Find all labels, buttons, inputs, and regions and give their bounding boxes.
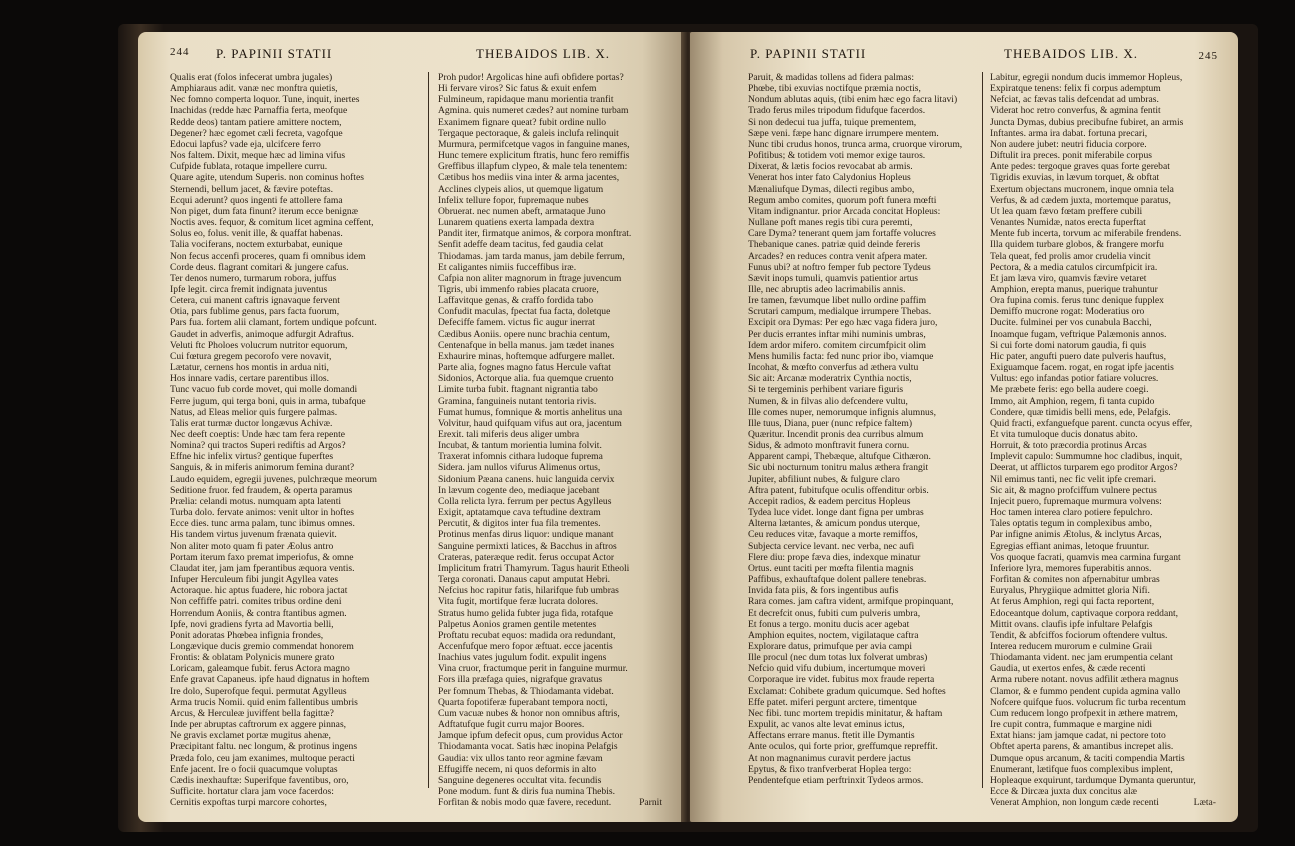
verse-line: Demiffo mucrone rogat: Moderatius oro: [990, 306, 1145, 318]
verse-line: Non aliter moto quam fi pater Æolus antro: [170, 540, 334, 552]
verse-line: Vitam indignantur. prior Arcada concitat Hopleus:: [748, 205, 941, 217]
verse-line: Inachius vates jugulum fodit. expulit ingens: [438, 652, 607, 664]
verse-line: Ne gravis exclamet portæ mugitus ahenæ,: [170, 730, 331, 742]
verse-line: Tydea luce videt. longe dant figna per umbras: [748, 507, 924, 519]
verse-line: Cædibus Aoniis. opere nunc brachia centum,: [438, 328, 610, 340]
verse-line: Inoamque fugam, veftrique Palæmonis annos.: [990, 328, 1167, 340]
verse-line: Paruit, & madidas tollens ad fidera palmas:: [748, 72, 914, 83]
verse-line: Vita fugit, mortifque feræ lucrata dolores.: [438, 596, 599, 608]
verse-line: Non ceffiffe patri. comites tribus ordine deni: [170, 596, 342, 608]
verse-line: Pandit iter, firmatque animos, & corpora monftrat.: [438, 228, 632, 240]
left-page: [138, 32, 686, 822]
verse-line: Obftet aperta parens, & amantibus increpet alis.: [990, 741, 1174, 753]
verse-line: Nec deeft coeptis: Unde hæc tam fera repente: [170, 429, 346, 440]
verse-line: Sic ait: Arcanæ moderatrix Cynthia noctis,: [748, 373, 912, 385]
right-page: [690, 32, 1238, 822]
verse-line: Effe patet. miferi pergunt arctere, timentque: [748, 696, 917, 708]
verse-line: Turba dolo. fervate animos: venit ultor in hoftes: [170, 507, 355, 519]
verse-line: Aftra patent, fubitufque oculis offenditur orbis.: [748, 484, 929, 496]
verse-line: Excipit ora Dymas: Per ego hæc vaga fidera juro,: [748, 317, 938, 329]
verse-line: Mente fub incerta, torvum ac miferabile frendens.: [990, 228, 1182, 240]
verse-line: Ire dolo, Superofque fequi. permutat Agylleus: [170, 685, 347, 697]
verse-line: Funus ubi? at noftro femper fub pectore Tydeus: [748, 261, 931, 273]
verse-line: Ferre jugum, qui terga boni, quis in arma, tubafque: [170, 395, 366, 407]
running-head-author: P. PAPINII STATII: [216, 46, 333, 61]
verse-line: Erexit. tali miferis deus aliger umbra: [438, 429, 580, 440]
verse-line: Sic ait, & magno profciffum vulnere pectus: [990, 484, 1157, 496]
verse-line: Effugiffe necem, ni quos deformis in alto: [438, 763, 597, 775]
verse-line: Prælia: celandi motus. numquam apta latenti: [170, 495, 342, 507]
verse-line: Venerat Amphion, non longum cæde recenti: [990, 797, 1159, 809]
verse-line: Immo, ait Amphion, regem, fi tanta cupido: [990, 395, 1155, 407]
verse-line: Ire tamen, fævumque libet nullo ordine paffim: [748, 295, 927, 307]
verse-line: Pofitibus; & totidem voti memor exige tauros.: [748, 150, 926, 162]
verse-line: Thiodamanta vident. nec jam erumpentia celant: [990, 652, 1173, 664]
verse-line: Colla relicta lyra. ferrum per pectus Agylleus: [438, 495, 612, 507]
verse-line: Acclines clypeis alios, ut quemque ligatum: [438, 183, 604, 195]
verse-line: Seditione fruor. fed fraudem, & operta paramus: [170, 484, 353, 496]
verse-line: Stratus humo gelida fubter juga fida, rotafque: [438, 607, 614, 619]
open-book: [118, 24, 1258, 832]
verse-line: Noctis aves. fequor, & comitum licet agmina ceffent,: [170, 217, 374, 229]
verse-line: Vultus: ego infandas potior fatiare volucres.: [990, 373, 1159, 385]
verse-line: Effne hic infelix virtus? gentique fuperftes: [170, 451, 334, 463]
verse-line: Verfus, & ad cædem juxta, mortemque paratus,: [990, 194, 1171, 206]
verse-line: Pendentefque etiam perftrinxit Tydeos armos.: [748, 774, 924, 786]
verse-line: Venantes Numidæ, natos erecta fuperftat: [990, 217, 1146, 229]
verse-line: Natus, ad Eleas melior quis furgere palmas.: [170, 406, 338, 418]
verse-line: Juncta Dymas, dubius precibufne fubiret, an armis: [990, 116, 1184, 128]
verse-line: Gramina, fanguineis nutant tentoria rivis.: [438, 395, 597, 407]
verse-line: Hoc tamen interea claro potiere fepulchro.: [990, 507, 1153, 519]
verse-line: Senfit adeffe deam tacitus, fed gaudia celat: [438, 239, 604, 251]
verse-line: Injecit puero, fupremaque murmura volvens:: [990, 495, 1162, 507]
verse-line: Si non dedecui tua juffa, tuique prementem,: [748, 116, 917, 128]
verse-line: Ecce dies. tunc arma palam, tunc ibimus omnes.: [170, 518, 355, 530]
verse-line: Ceu reduces vitæ, favaque a morte remiffos,: [748, 529, 918, 541]
verse-line: Sic ubi nocturnum tonitru malus æthera frangit: [748, 462, 929, 474]
verse-line: Quæritur. Incendit pronis dea curribus almum: [748, 429, 924, 440]
verse-line: Amphiaraus adit. vanæ nec monftra quietis,: [170, 83, 338, 95]
verse-line: Thiodamanta vocat. Satis hæc inopina Pelafgis: [438, 741, 618, 753]
verse-line: Ecce & Dircæa juxta dux concitus alæ: [990, 786, 1138, 797]
verse-line: Portam iterum faxo premat imperiofus, & omne: [170, 551, 354, 563]
verse-line: Condere, quæ timidis belli mens, ede, Pelafgis.: [990, 406, 1171, 418]
verse-line: Quare agite, utendum Superis. non cominus hoftes: [170, 172, 364, 184]
verse-line: Hos innare vadis, certare parentibus illos.: [170, 373, 330, 385]
verse-line: Exhaurire minas, hoftemque adfurgere mallet.: [438, 350, 615, 362]
verse-line: Si te tergeminis perhibent variare figuris: [748, 384, 904, 396]
verse-line: Exiguamque facem. rogat, en rogat ipfe jacentis: [990, 362, 1174, 374]
verse-line: Ter denos numero, turmarum robora, juffus: [170, 272, 337, 284]
verse-line: Trado ferus miles tripodum fidufque facerdos.: [748, 105, 926, 117]
verse-line: Percutit, & digitos inter fua fila trementes.: [438, 518, 601, 530]
verse-line: Tales optatis tegum in complexibus ambo,: [990, 518, 1152, 530]
verse-line: Nec fomno comperta loquor. Tune, inquit, inertes: [170, 94, 360, 106]
verse-line: Ille, nec abruptis adeo lacrimabilis annis.: [748, 283, 906, 295]
verse-line: Parte alia, fognes magno fatus Hercule vaftat: [438, 362, 611, 374]
verse-line: Arcades? en reduces contra venit afpera mater.: [748, 250, 928, 262]
verse-line: Forfitan & nobis modo quæ favere, recedunt.: [438, 797, 612, 809]
verse-line: Incohat, & mœfto converfus ad æthera vultu: [748, 362, 919, 374]
verse-line: Ante pedes: tergoque graves quas forte gerebat: [990, 161, 1170, 173]
verse-line: Limite turba fubit. ftagnant nigrantia tabo: [438, 384, 598, 396]
verse-line: Ante oculos, qui forte prior, greffumque repreffit.: [748, 741, 938, 753]
verse-line: Exigit, aptatamque cava teftudine dextram: [438, 507, 601, 519]
text-column-right: [990, 72, 1232, 808]
verse-line: Laudo equidem, egregii juvenes, pulchræque meorum: [170, 473, 378, 485]
verse-line: Fors illa præfaga quies, nigrafque gravatus: [438, 674, 603, 686]
verse-line: Greffibus illapfum clypeo, & male tela tenentem:: [438, 161, 628, 173]
running-head-title: THEBAIDOS LIB. X.: [476, 46, 610, 61]
verse-line: Vina cruor, fractumque perit in fanguine murmur.: [438, 663, 628, 675]
verse-line: Adftatufque fugit curru major Boores.: [438, 719, 585, 731]
verse-line: Nefcio quid vifu dubium, incertumque moveri: [748, 663, 926, 675]
left-page-header: [138, 46, 686, 68]
verse-line: Lunarem quatiens exerta lampada dextra: [438, 217, 595, 229]
verse-line: Invida fata piis, & fors ingentibus aufis: [748, 585, 899, 597]
verse-line: Actoraque. hic aptus fuadere, hic robora jactat: [170, 585, 348, 597]
verse-line: Mænaliufque Dymas, dilecti regibus ambo,: [748, 183, 915, 195]
verse-line: Ipfe, novi gradiens fyrta ad Mavortia belli,: [170, 618, 334, 630]
verse-line: Amphion equites, noctem, vigilataque caftra: [748, 629, 919, 641]
verse-line: Cætibus hos mediis vina inter & arma jacentes,: [438, 172, 620, 184]
verse-line: Ille procul (nec dum totas lux folverat umbras): [748, 652, 928, 664]
verse-line: Jamque ipfum defecit opus, cum providus Actor: [438, 730, 623, 742]
verse-line: Qualis erat (folos infecerat umbra jugales): [170, 72, 333, 83]
verse-line: Flere diu: prope fæva dies, indexque minatur: [748, 551, 921, 563]
verse-line: Quarta fopotiferæ fuperabant tempora nocti,: [438, 696, 608, 708]
verse-line: Nomina? qui tractos Superi rediftis ad Argos?: [170, 440, 346, 452]
verse-line: Cernitis expoftas turpi marcore cohortes,: [170, 797, 327, 809]
verse-line: Solus eo, folus. venit ille, & quaffat habenas.: [170, 228, 343, 240]
running-head-author: P. PAPINII STATII: [750, 46, 867, 61]
verse-line: Venerat hos inter fato Calydonius Hopleus: [748, 172, 911, 184]
verse-line: Diftulit ira preces. ponit miferabile corpus: [990, 150, 1152, 162]
verse-line: Nefcius hoc rapitur fatis, hilarifque fub umbras: [438, 585, 619, 597]
verse-line: Laffavitque genas, & craffo fordida tabo: [438, 295, 594, 307]
verse-line: Tendit, & abfciffos fociorum oftendere vultus.: [990, 629, 1168, 641]
verse-line: Infelix tellure fopor, fupremaque nubes: [438, 194, 589, 206]
verse-line: Pone modum. funt & diris fua numina Thebis.: [438, 786, 616, 797]
verse-line: Ut lea quam fævo fœtam preffere cubili: [990, 205, 1143, 217]
verse-line: Et vita tumuloque ducis donatus abito.: [990, 429, 1138, 440]
verse-line: Cufpide fublata, rotaque impellere curru.: [170, 161, 328, 173]
verse-line: Sidera. jam nullos vifurus Alimenus ortus,: [438, 462, 601, 474]
verse-line: Non fecus accenfi proceres, quam fi omnibus idem: [170, 250, 366, 262]
verse-line: Arma trucis Nomii. quid enim fallentibus umbris: [170, 696, 358, 708]
verse-line: Labitur, egregii nondum ducis immemor Hopleus,: [990, 72, 1183, 83]
verse-line: Murmura, permifcetque vagos in fanguine manes,: [438, 138, 630, 150]
verse-line: Accepit radios, & eadem percitus Hopleus: [748, 495, 911, 507]
verse-line: Præda folo, ceu jam exanimes, multoque peracti: [170, 752, 355, 764]
verse-line: Inachidas (redde hæc Parnaffia ferta, meofque: [170, 105, 348, 117]
verse-line: Et fonus a tergo. monitu ducis acer agebat: [748, 618, 910, 630]
verse-line: Nunc tibi crudus honos, trunca arma, cruorque virorum,: [748, 138, 963, 150]
verse-line: Protinus menfas dirus liquor: undique manant: [438, 529, 614, 541]
verse-line: Illa quidem turbare globos, & frangere morfu: [990, 239, 1164, 251]
text-column-left: [170, 72, 412, 808]
verse-line: Sævit inops tumuli, quamvis patientior artus: [748, 272, 919, 284]
verse-line: Apparent campi, Thebæque, altufque Cithæron.: [748, 451, 931, 463]
verse-line: Centenafque in bella manus. jam tædet inanes: [438, 339, 615, 351]
verse-line: Sanguine permixti latices, & Bacchus in aftros: [438, 540, 617, 552]
verse-line: Numen, & in filvas alio defcendere vultu,: [748, 395, 908, 407]
verse-line: Sidus, & admoto monftravit funera cornu.: [748, 440, 910, 452]
verse-line: Ille comes nuper, nemorumque infignis alumnus,: [748, 406, 936, 418]
verse-line: Phœbe, tibi exuvias noctifque præmia noctis,: [748, 83, 921, 95]
verse-line: Ducite. fulminei per vos cunabula Bacchi,: [990, 317, 1152, 329]
verse-line: Cædis inexhauftæ: Superifque faventibus, oro,: [170, 774, 349, 786]
text-column-right: [438, 72, 680, 808]
verse-line: Subjecta cervice levant. nec verba, nec aufi: [748, 540, 915, 552]
verse-line: Nullane poft manes regis tibi cura peremti,: [748, 217, 913, 229]
verse-line: Epytus, & fixo tranfverberat Hoplea tergo:: [748, 763, 912, 775]
verse-line: Proftatu recubat equos: madida ora redundant,: [438, 629, 616, 641]
verse-line: Confudit maculas, fpectat fua facta, doletque: [438, 306, 611, 318]
verse-line: Inde per abruptas caftrorum ex aggere pinnas,: [170, 719, 347, 731]
verse-line: Dixerat, & lætis focios revocabat ab armis.: [748, 161, 913, 173]
verse-line: Forfitan & comites non afpernabitur umbras: [990, 574, 1160, 586]
verse-line: At ferus Amphion, regi qui facta reportent,: [990, 596, 1155, 608]
verse-line: Arcus, & Herculeæ juviffent bella fagittæ?: [170, 707, 334, 719]
verse-line: Ortus. eunt taciti per mœfta filentia magnis: [748, 562, 914, 574]
verse-line: Cafpia non aliter magnorum in ftrage juvencum: [438, 272, 622, 284]
verse-line: Rara comes. jam caftra vident, armifque propinquant,: [748, 596, 954, 608]
verse-line: Mens humilis facta: fed nunc prior ibo, viamque: [748, 350, 934, 362]
verse-line: Nefciat, ac fævas talis defcendat ad umbras.: [990, 94, 1159, 106]
page-number: 244: [170, 46, 190, 58]
verse-line: Gaudet in adverfis, animoque adfurgit Adraftus.: [170, 328, 354, 340]
verse-line: Degener? hæc egomet cæli fecreta, vagofque: [170, 127, 343, 139]
verse-line: Præcipitant faltu. nec longum, & protinus ingens: [170, 741, 358, 753]
verse-line: In lævum cogente deo, mediaque jacebant: [438, 484, 600, 496]
verse-line: Ipfe legit. circa fremit indignata juventus: [170, 283, 328, 295]
verse-line: Si cui forte domi natorum gaudia, fi quis: [990, 339, 1147, 351]
verse-line: Veluti ftc Pholoes volucrum nutritor equorum,: [170, 339, 348, 351]
verse-line: Agmina. quis numeret cædes? aut nomine turbam: [438, 105, 629, 117]
page-number: 245: [1198, 50, 1218, 62]
verse-line: Nos faltem. Dixit, meque hæc ad limina vifus: [170, 150, 346, 162]
verse-line: His tandem virtus juvenum frænata quievit.: [170, 529, 337, 541]
column-divider: [428, 72, 429, 788]
verse-line: Jupiter, abfiliunt nubes, & fulgure claro: [748, 473, 900, 485]
verse-line: Nofcere quifque fuos. volucrum fic turba recentum: [990, 696, 1186, 708]
verse-line: Et caligantes nimiis fucceffibus iræ.: [438, 261, 577, 273]
verse-line: Hopleaque exquirunt, tardumque Dymanta queruntur,: [990, 774, 1196, 786]
verse-line: Me præbete feris: ego bella audere coegi.: [990, 384, 1149, 396]
verse-line: Ire cupit contra, fummaque e margine nidi: [990, 719, 1153, 731]
verse-line: Ecqui aderunt? quos ingenti fe attollere fama: [170, 194, 343, 206]
verse-line: Obruerat. nec numen abeft, armataque Juno: [438, 205, 606, 217]
verse-line: Sufficite. hortatur clara jam voce facerdos:: [170, 786, 334, 797]
verse-line: Per fomnum Thebas, & Thiodamanta videbat.: [438, 685, 614, 697]
column-divider: [982, 72, 983, 788]
verse-line: Et jam læva viro, quamvis fævire vetaret: [990, 272, 1147, 284]
text-column-left: [748, 72, 990, 786]
verse-line: Tigris, ubi immenfo rabies placata cruore,: [438, 283, 599, 295]
verse-line: Mittit ovans. claufis ipfe infultare Pelafgis: [990, 618, 1153, 630]
verse-line: Deerat, ut afflictos turparem ego proditor Argos?: [990, 462, 1178, 474]
verse-line: Palpetus Aonios gramen gentile metentes: [438, 618, 597, 630]
verse-line: Corde deus. flagrant comitari & jungere cafus.: [170, 261, 349, 273]
verse-line: Cum reducem longo profpexit in æthere matrem,: [990, 707, 1178, 719]
verse-line: Gaudia: vix ullos tanto reor agmine fævam: [438, 752, 603, 764]
verse-line: Proh pudor! Argolicas hine aufi obfidere portas?: [438, 72, 624, 83]
verse-line: Edocui lapfus? vade eja, ulcifcere ferro: [170, 138, 321, 150]
verse-line: Longævique ducis gremio commendat honorem: [170, 640, 354, 652]
verse-line: Nil emimus tanti, nec fic velit ipfe cremari.: [990, 473, 1156, 485]
verse-line: Inferiore lyra, memores fuperabitis annos.: [990, 562, 1152, 574]
verse-line: Extat hians: jam jamque cadat, ni pectore toto: [990, 730, 1166, 742]
verse-line: Infuper Herculeum fibi jungit Agyllea vates: [170, 574, 339, 586]
verse-line: At non magnanimus curavit perdere jactus: [748, 752, 911, 764]
verse-line: Sanguine degeneres occultat vita. fecundis: [438, 774, 602, 786]
verse-line: Explorare datus, primufque per avia campi: [748, 640, 913, 652]
verse-line: Claudat iter, jam jam fperantibus æquora ventis.: [170, 562, 355, 574]
verse-line: Pars fua. fortem alii clamant, fortem undique pofcunt.: [170, 317, 377, 329]
verse-line: Lætatur, cernens hos montis in ardua niti,: [170, 362, 329, 374]
verse-line: Fumat humus, fomnique & mortis anhelitus una: [438, 406, 623, 418]
verse-line: Nec fibi. tunc mortem trepidis minitatur, & haftam: [748, 707, 943, 719]
catchword: Parnit: [639, 797, 662, 808]
verse-line: Euryalus, Phrygiique admittet gloria Nifi.: [990, 585, 1150, 597]
verse-line: Sidonium Pæana canens. huic languida cervix: [438, 473, 615, 485]
verse-line: Care Dyma? tenerant quem jam fortaffe volucres: [748, 228, 936, 240]
verse-line: Non piget, dum fata finunt? iterum ecce benignæ: [170, 205, 359, 217]
verse-line: Viderat hoc retro converfus, & agmina fentit: [990, 105, 1161, 117]
verse-line: Exanimem fignare queat? fubit ordine nullo: [438, 116, 607, 128]
verse-line: Volvitur, haud quifquam vifus aut ora, jacentum: [438, 417, 622, 429]
verse-line: Tergaque pectoraque, & galeis inclufa relinquit: [438, 127, 619, 139]
verse-line: Exclamat: Cohibete gradum quicumque. Sed hoftes: [748, 685, 946, 697]
verse-line: Fulmineum, rapidaque manu morientia tranfit: [438, 94, 614, 106]
verse-line: Incubat, & tantum morientia lumina folvit.: [438, 440, 602, 452]
verse-line: Affectans errare manus. ftetit ille Dymantis: [748, 730, 915, 742]
verse-line: Pectora, & a media catulos circumfpicit ira.: [990, 261, 1158, 273]
verse-line: Nondum ablutas aquis, (tibi enim hæc ego facra litavi): [748, 94, 958, 106]
verse-line: Hi fervare viros? Sic fatus & exuit enfem: [438, 83, 597, 95]
verse-line: Loricam, galeamque fubit. ferus Actora magno: [170, 663, 350, 675]
verse-line: Vos quoque facrati, quamvis mea carmina furgant: [990, 551, 1181, 563]
verse-line: Crateras, pateræque redit. ferus occupat Actor: [438, 551, 615, 563]
verse-line: Dumque opus arcanum, & taciti compendia Martis: [990, 752, 1185, 764]
verse-line: Non audere jubet: neutri fiducia corpore.: [990, 138, 1147, 150]
verse-line: Horruit, & toto præcordia protinus Arcas: [990, 440, 1147, 452]
verse-line: Sæpe veni. fæpe hanc dignare irrumpere mentem.: [748, 127, 939, 139]
verse-line: Talis erat turmæ ductor longævus Achivæ.: [170, 417, 333, 429]
verse-line: Frontis: & oblatam Polynicis munere grato: [170, 652, 335, 664]
running-head-title: THEBAIDOS LIB. X.: [1004, 46, 1138, 61]
verse-line: Clamor, & e fummo pendent cupida agmina vallo: [990, 685, 1181, 697]
verse-line: Talia vociferans, noctem exturbabat, eunique: [170, 239, 343, 251]
verse-line: Edoceantque dolum, captivaque corpora reddant,: [990, 607, 1179, 619]
verse-line: Hunc temere explicitum ftratis, hunc fero remiffis: [438, 150, 630, 162]
verse-line: Alterna lætantes, & amicum pondus uterque,: [748, 518, 920, 530]
verse-line: Sternendi, bellum jacet, & fævire poteftas.: [170, 183, 334, 195]
verse-line: Ponit adoratas Phœbea infignia frondes,: [170, 629, 324, 641]
verse-line: Implicitum fratri Thamyrum. Tagus haurit Etheoli: [438, 562, 630, 574]
verse-line: Expiratque tenens: felix fi corpus ademptum: [990, 83, 1161, 95]
verse-line: Tigridis exuvias, in lævum torquet, & obftat: [990, 172, 1160, 184]
verse-line: Corporaque ire videt. fubitus mox fraude reperta: [748, 674, 935, 686]
verse-line: Tela queat, fed prolis amor crudelia vincit: [990, 250, 1151, 262]
verse-line: Cum vacuæ nubes & honor non omnibus aftris,: [438, 707, 620, 719]
verse-line: Inftantes. arma ira dabat. fortuna precari,: [990, 127, 1148, 139]
verse-line: Accenfufque mero fopor æftuat. ecce jacentis: [438, 640, 613, 652]
verse-line: Traxerat infomnis cithara ludoque fuprema: [438, 451, 603, 463]
verse-line: Par infigne animis Ætolus, & inclytus Arcas,: [990, 529, 1162, 541]
verse-line: Enfe gravat Capaneus. ipfe haud dignatus in hoftem: [170, 674, 370, 686]
verse-line: Amphion, erepta manus, puerique trahuntur: [990, 283, 1158, 295]
verse-line: Cui fœtura gregem pecorofo vere novavit,: [170, 350, 332, 362]
right-page-header: [690, 46, 1238, 68]
verse-line: Enumerant, lætifque fuos complexibus implent,: [990, 763, 1173, 775]
verse-line: Expulit, ac vanos alte levat eminus ictus,: [748, 719, 905, 731]
verse-line: Idem ardor mifero. comitem circumfpicit olim: [748, 339, 926, 351]
verse-line: Thebanique canes. patriæ quid deinde fereris: [748, 239, 921, 251]
verse-line: Sanguis, & in miferis animorum femina durant?: [170, 462, 355, 474]
verse-line: Egregias effiant animas, letoque fruuntur.: [990, 540, 1150, 552]
verse-line: Enfe jacent. Ire o focii quacumque voluptas: [170, 763, 338, 775]
verse-line: Exertum objectans mucronem, inque omnia tela: [990, 183, 1174, 195]
verse-line: Sidonios, Actorque alia. fua quemque cruento: [438, 373, 614, 385]
catchword: Læta-: [1193, 797, 1216, 808]
verse-line: Hic pater, angufti puero date pulveris hauftus,: [990, 350, 1166, 362]
verse-line: Et decrefcit onus, fubiti cum pulveris umbra,: [748, 607, 921, 619]
verse-line: Cetera, cui manent caftris ignavaque fervent: [170, 295, 340, 307]
verse-line: Regum ambo comites, quorum poft funera mœfti: [748, 194, 937, 206]
verse-line: Tunc vacuo fub corde movet, qui molle domandi: [170, 384, 358, 396]
verse-line: Otia, pars fublime genus, pars facta fuorum,: [170, 306, 340, 318]
verse-line: Gaudia, ut exertos enfes, & cæde recenti: [990, 663, 1146, 675]
verse-line: Arma rubere notant. novus adfilit æthera magnus: [990, 674, 1179, 686]
verse-line: Implevit capulo: Summumne hoc cladibus, inquit,: [990, 451, 1183, 463]
verse-line: Ora fupina comis. ferus tunc denique fupplex: [990, 295, 1164, 307]
verse-line: Paffibus, exhauftafque dolent pallere tenebras.: [748, 574, 927, 586]
verse-line: Redde deos) tantam patiere amittere noctem,: [170, 116, 342, 128]
verse-line: Horrendum Aoniis, & contra ftantibus agmen.: [170, 607, 347, 619]
verse-line: Scrutari campum, medialque irrumpere Thebas.: [748, 306, 932, 318]
verse-line: Terga coronati. Danaus caput amputat Hebri.: [438, 574, 611, 586]
verse-line: Ille tuus, Diana, puer (nunc refpice faltem): [748, 417, 913, 429]
verse-line: Interea reducem murorum e culmine Graii: [990, 640, 1153, 652]
verse-line: Per ducis errantes inftar mihi numinis umbras,: [748, 328, 926, 340]
verse-line: Thiodamas. jam tarda manus, jam debile ferrum,: [438, 250, 625, 262]
verse-line: Quid fracti, exfanguefque parent. cuncta ocyus effer,: [990, 417, 1193, 429]
verse-line: Defeciffe famem. victus fic augur inerrat: [438, 317, 595, 329]
